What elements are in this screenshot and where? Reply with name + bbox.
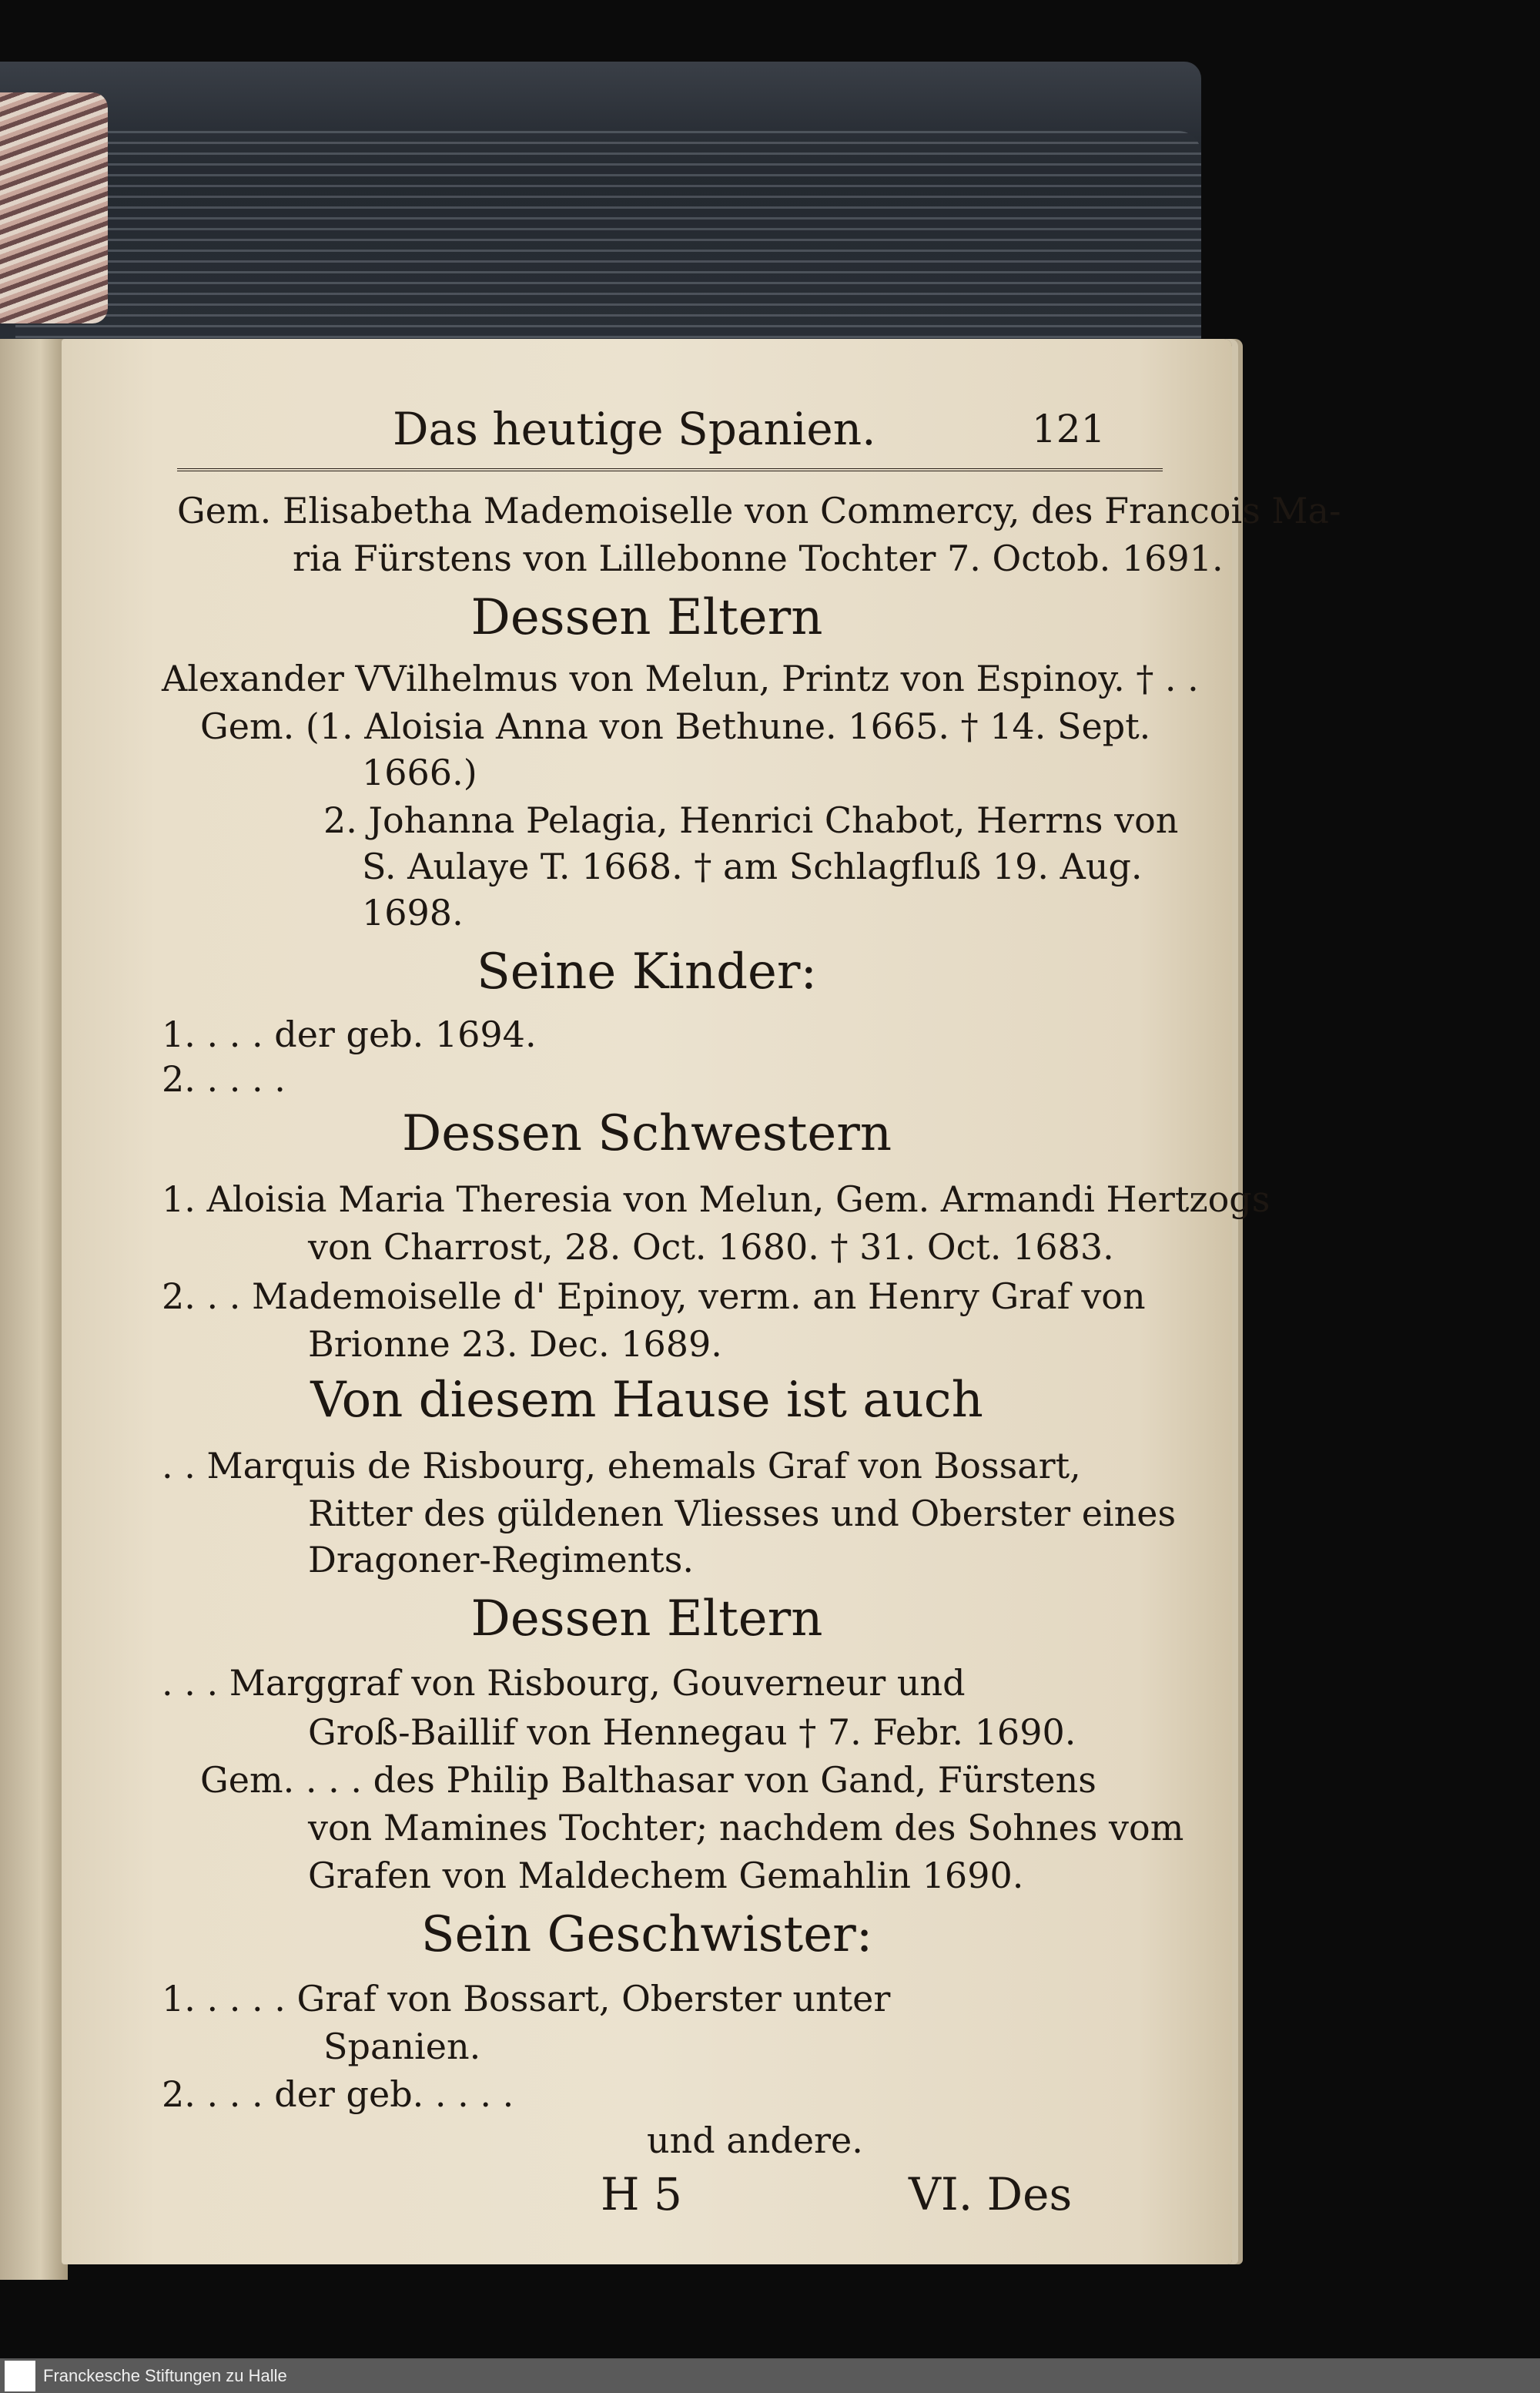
- text-line: Grafen von Maldechem Gemahlin 1690.: [308, 1855, 1024, 1896]
- section-heading: Dessen Schwestern: [401, 1105, 892, 1162]
- running-head-title: Das heutige Spanien.: [393, 403, 876, 455]
- text-line: und andere.: [647, 2120, 863, 2161]
- section-heading: Seine Kinder:: [476, 943, 818, 1000]
- page-number: 121: [1032, 407, 1106, 451]
- section-heading: Dessen Eltern: [470, 1590, 823, 1647]
- text-line: von Charrost, 28. Oct. 1680. † 31. Oct. 1683.: [308, 1226, 1114, 1268]
- text-line: 1. Aloisia Maria Theresia von Melun, Gem. Armandi Hertzogs: [162, 1178, 1270, 1220]
- text-line: Alexander VVilhelmus von Melun, Printz von Espinoy. † . .: [162, 658, 1199, 699]
- institution-name: Franckesche Stiftungen zu Halle: [43, 2365, 287, 2385]
- head-rule: [177, 468, 1163, 471]
- section-heading: Von diesem Hause ist auch: [310, 1372, 983, 1429]
- text-line: 1. . . . . Graf von Bossart, Oberster unter: [162, 1978, 891, 2019]
- page-stack: [15, 131, 1201, 339]
- text-line: 1666.): [362, 752, 477, 793]
- text-line: . . Marquis de Risbourg, ehemals Graf von Bossart,: [162, 1445, 1081, 1486]
- text-line: Spanien.: [323, 2026, 481, 2067]
- text-line: 2. . . . .: [162, 1058, 286, 1100]
- text-line: Ritter des güldenen Vliesses und Oberster eines: [308, 1493, 1177, 1534]
- signature-mark: H 5: [601, 2168, 682, 2220]
- text-line: S. Aulaye T. 1668. † am Schlagfluß 19. Aug.: [362, 846, 1143, 887]
- text-line: 2. . . Mademoiselle d' Epinoy, verm. an Henry Graf von: [162, 1275, 1146, 1317]
- text-line: Gem. (1. Aloisia Anna von Bethune. 1665. † 14. Sept.: [200, 705, 1151, 747]
- text-line: 2. Johanna Pelagia, Henrici Chabot, Herrns von: [323, 799, 1179, 841]
- text-line: ria Fürstens von Lillebonne Tochter 7. Octob. 1691.: [293, 538, 1224, 579]
- text-line: Brionne 23. Dec. 1689.: [308, 1323, 722, 1365]
- institution-logo: [5, 2361, 35, 2391]
- headband: [0, 92, 108, 323]
- text-line: von Mamines Tochter; nachdem des Sohnes vom: [308, 1807, 1184, 1848]
- catchword: VI. Des: [909, 2168, 1073, 2220]
- text-line: 1. . . . der geb. 1694.: [162, 1014, 537, 1055]
- text-line: 2. . . . der geb. . . . .: [162, 2073, 514, 2115]
- left-page-edge: [0, 339, 68, 2280]
- section-heading: Sein Geschwister:: [420, 1906, 873, 1963]
- text-line: Groß-Baillif von Hennegau † 7. Febr. 1690.: [308, 1711, 1076, 1753]
- text-line: . . . Marggraf von Risbourg, Gouverneur und: [162, 1662, 966, 1704]
- book-page: [62, 339, 1341, 2264]
- text-line: Gem. Elisabetha Mademoiselle von Commercy, des Francois Ma-: [177, 490, 1341, 531]
- section-heading: Dessen Eltern: [470, 589, 823, 646]
- text-line: Dragoner-Regiments.: [308, 1539, 695, 1580]
- footer-bar: [0, 2358, 1540, 2393]
- text-line: 1698.: [362, 892, 464, 933]
- text-line: Gem. . . . des Philip Balthasar von Gand, Fürstens: [200, 1759, 1096, 1801]
